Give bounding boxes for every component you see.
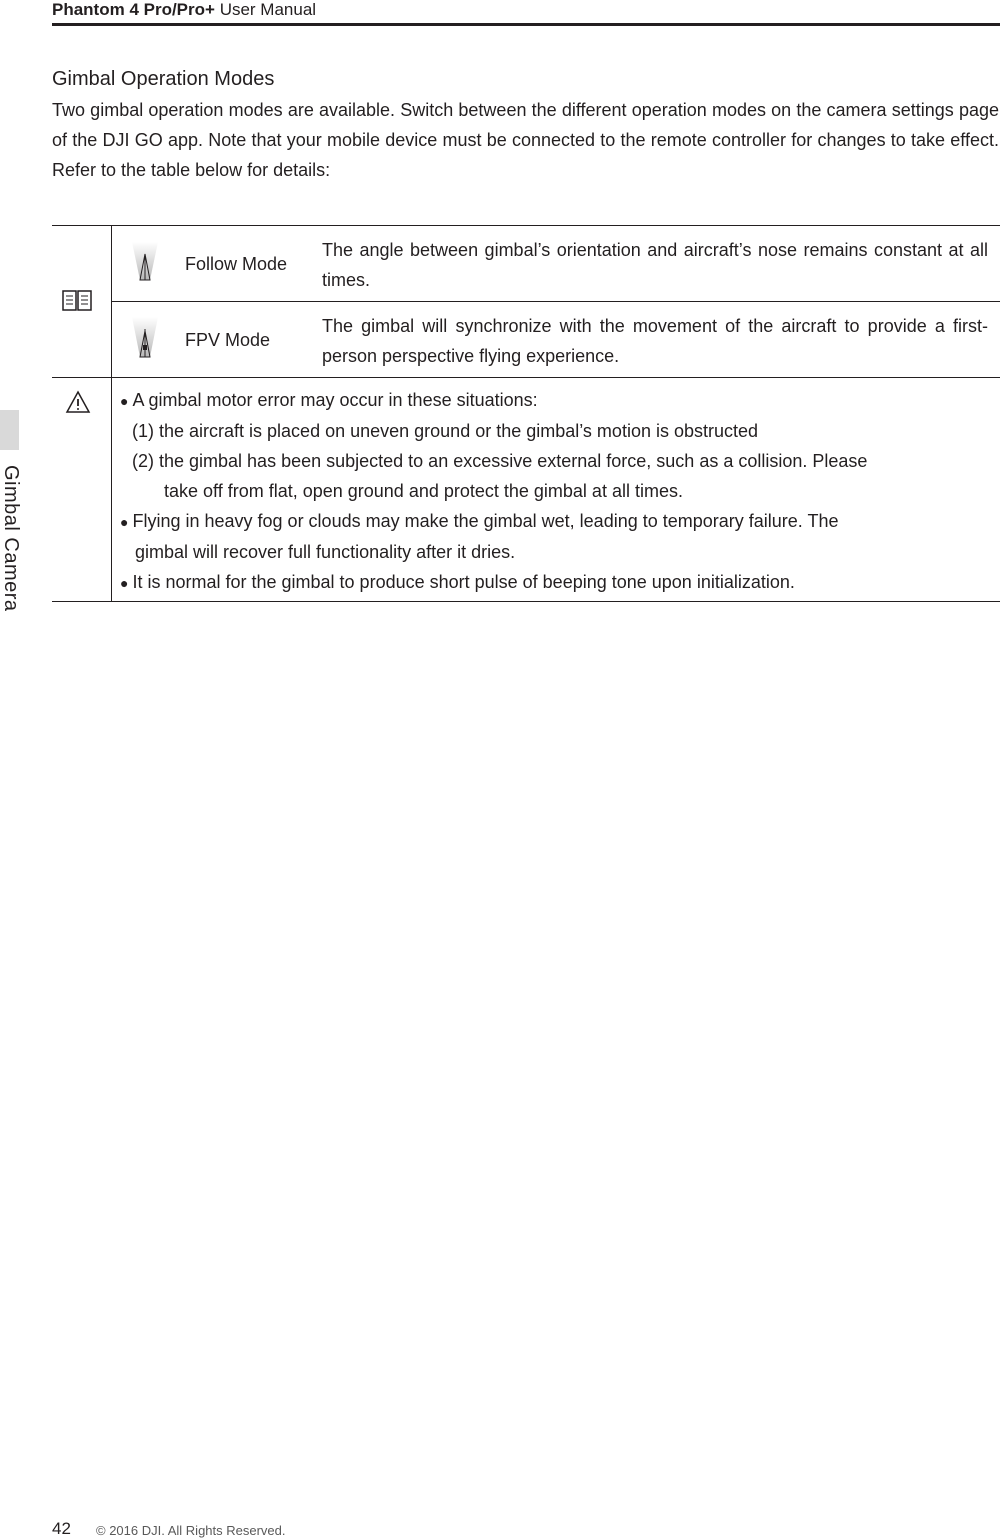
side-tab-marker xyxy=(0,410,19,450)
header-subtitle: User Manual xyxy=(219,0,317,19)
warning-text: A gimbal motor error may occur in these situations: xyxy=(132,390,538,410)
warning-subitem: (2) the gimbal has been subjected to an excessive external force, such as a collision. Please xyxy=(132,451,868,471)
warning-subitem: (1) the aircraft is placed on uneven ground or the gimbal’s motion is obstructed xyxy=(132,421,759,441)
side-tab-label: Gimbal Camera xyxy=(0,465,22,612)
table-rule-middle xyxy=(52,377,1000,378)
mode-description-follow: The angle between gimbal’s orientation and aircraft’s nose remains constant at all times. xyxy=(322,240,988,290)
table-rule-top xyxy=(52,225,1000,226)
warning-text: It is normal for the gimbal to produce short pulse of beeping tone upon initialization. xyxy=(132,572,795,592)
table-rule-modes-divider xyxy=(111,301,1000,302)
warning-subitem-continued: take off from flat, open ground and protect the gimbal at all times. xyxy=(164,481,683,501)
warning-item-continued: gimbal will recover full functionality after it dries. xyxy=(135,542,516,562)
warning-list xyxy=(120,385,988,598)
header-brand: Phantom 4 Pro/Pro+ xyxy=(52,0,215,19)
warning-triangle-icon xyxy=(65,390,91,414)
mode-description-fpv: The gimbal will synchronize with the movement of the aircraft to provide a first-person perspective flying experience. xyxy=(322,316,988,366)
header-rule xyxy=(52,23,1000,26)
warning-item: ● It is normal for the gimbal to produce short pulse of beeping tone upon initialization. xyxy=(120,572,795,592)
warning-item: ● A gimbal motor error may occur in these situations: xyxy=(120,390,538,410)
section-intro: Two gimbal operation modes are available. Switch between the different operation modes on the camera settings page of the DJI GO app. Note that your mobile device must be connected to the remote controller for changes to take effect. Refer to the table below for details: xyxy=(52,100,999,180)
page-number: 42 xyxy=(52,1519,71,1538)
mode-name-follow: Follow Mode xyxy=(185,254,288,274)
fpv-mode-icon xyxy=(128,315,162,365)
manual-header xyxy=(52,0,316,20)
section-title: Gimbal Operation Modes xyxy=(52,68,275,90)
follow-mode-icon xyxy=(128,240,162,288)
table-rule-bottom xyxy=(52,601,1000,602)
copyright: © 2016 DJI. All Rights Reserved. xyxy=(96,1523,286,1538)
warning-text: Flying in heavy fog or clouds may make the gimbal wet, leading to temporary failure. The xyxy=(132,511,839,531)
warning-item: ● Flying in heavy fog or clouds may make the gimbal wet, leading to temporary failure. The xyxy=(120,511,839,531)
notes-book-icon xyxy=(62,290,92,312)
mode-name-fpv: FPV Mode xyxy=(185,330,271,350)
table-column-divider xyxy=(111,225,112,602)
